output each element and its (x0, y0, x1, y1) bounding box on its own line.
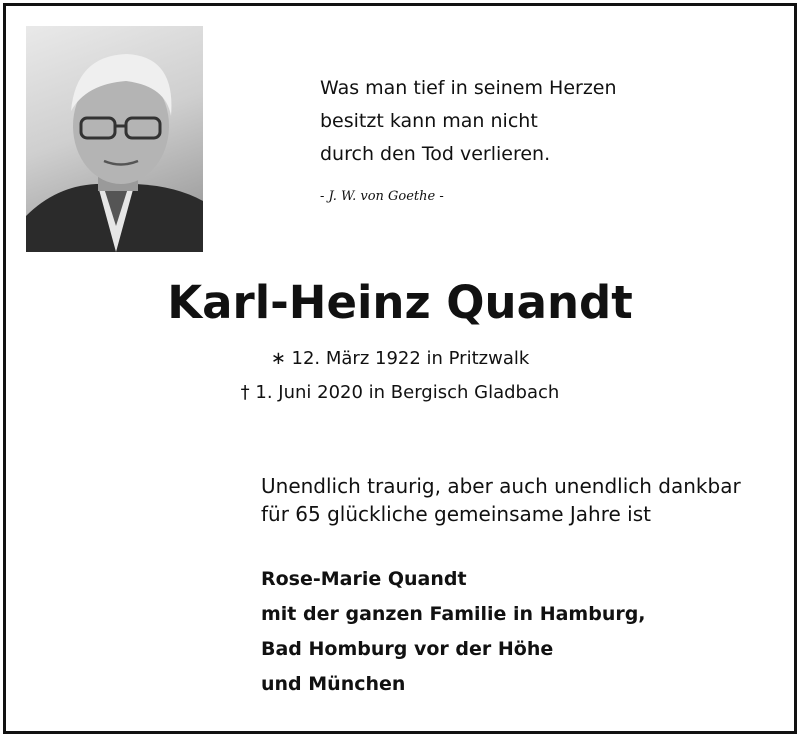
portrait-icon (26, 26, 203, 252)
message-line: für 65 glückliche gemeinsame Jahre ist (261, 502, 651, 526)
family-line: Bad Homburg vor der Höhe (261, 638, 554, 660)
quote-line: durch den Tod verlieren. (320, 143, 551, 165)
death-date: † 1. Juni 2020 in Bergisch Gladbach (240, 382, 560, 403)
birth-date: ∗ 12. März 1922 in Pritzwalk (270, 348, 530, 369)
portrait-photo (26, 26, 203, 252)
deceased-name: Karl-Heinz Quandt (167, 276, 633, 329)
quote-line: Was man tief in seinem Herzen (320, 77, 617, 99)
obituary-notice (3, 3, 797, 734)
quote-author: - J. W. von Goethe - (320, 189, 444, 204)
family-line: Rose-Marie Quandt (261, 568, 467, 590)
family-line: und München (261, 673, 406, 695)
quote (320, 72, 617, 171)
family-line: mit der ganzen Familie in Hamburg, (261, 603, 646, 625)
message-line: Unendlich traurig, aber auch unendlich dankbar (261, 474, 741, 498)
life-dates (6, 342, 794, 410)
family-signature (261, 562, 646, 702)
mourning-message (261, 472, 741, 528)
quote-line: besitzt kann man nicht (320, 110, 538, 132)
